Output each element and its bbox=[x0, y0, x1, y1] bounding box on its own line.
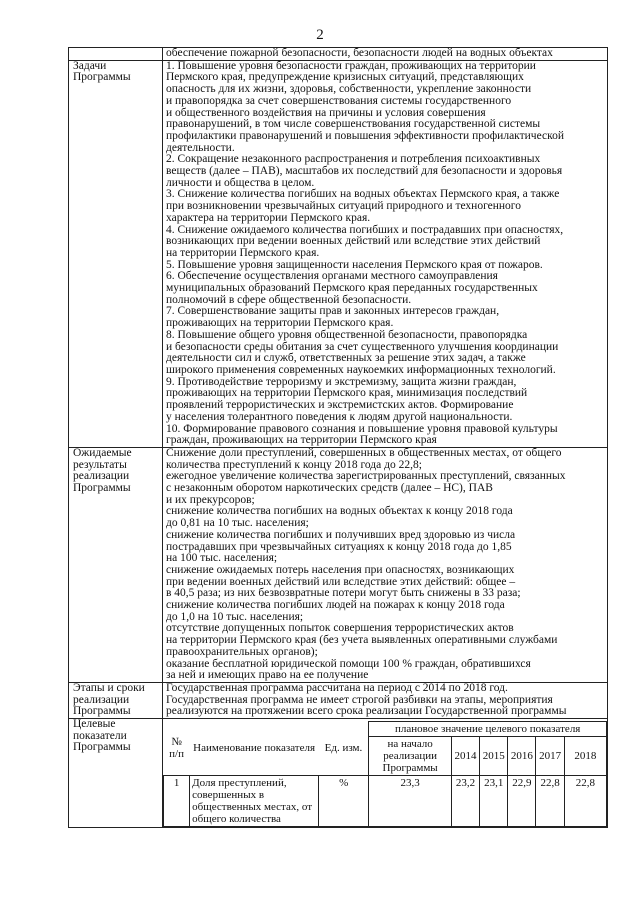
row-unit: % bbox=[319, 776, 369, 827]
header-year: 2015 bbox=[480, 737, 508, 776]
text-line: характера на территории Пермского края. bbox=[166, 211, 371, 224]
header-name: Наименование показателя bbox=[193, 742, 316, 755]
row-value: 22,8 bbox=[564, 776, 606, 827]
header-year: 2017 bbox=[536, 737, 564, 776]
text-line: и правопорядка за счет совершенствования системы государственного bbox=[166, 94, 512, 107]
targets-table bbox=[163, 721, 607, 827]
text-line: Государственная программа не имеет строгой разбивки на этапы, мероприятия bbox=[166, 693, 553, 706]
results-label bbox=[69, 447, 163, 682]
targets-label bbox=[69, 719, 163, 828]
text-line: снижение количества погибших людей на пожарах к концу 2018 года bbox=[166, 599, 505, 612]
stages-text bbox=[163, 682, 608, 718]
tasks-row bbox=[69, 60, 608, 447]
text-line: Государственная программа рассчитана на период с 2014 по 2018 год. bbox=[166, 681, 508, 694]
text-line: пострадавших при чрезвычайных ситуациях к концу 2018 года до 1,85 bbox=[166, 540, 512, 553]
text-line: Ожидаемые bbox=[73, 446, 132, 459]
text-line: Пермского края, предупреждение кризисных ситуаций, представляющих bbox=[166, 71, 524, 84]
text-line: 2. Сокращение незаконного распространения и потребления психоактивных bbox=[166, 153, 541, 166]
text-line: на 100 тыс. населения; bbox=[166, 552, 278, 565]
text-line: у населения толерантного поведения к людям другой национальности. bbox=[166, 410, 513, 423]
row-num: 1 bbox=[164, 776, 190, 827]
row-start: 23,3 bbox=[369, 776, 452, 827]
header-start: на начало реализации Программы bbox=[369, 737, 452, 776]
header-year: 2014 bbox=[451, 737, 479, 776]
header-row bbox=[69, 48, 608, 61]
text-line: возникающих при ведении военных действий или вследствие этих действий bbox=[166, 235, 541, 248]
text-line: на территории Пермского края. bbox=[166, 246, 320, 259]
text-line: с незаконным оборотом наркотических средств (далее – НС), ПАВ bbox=[166, 482, 493, 495]
text-line: Задачи bbox=[73, 59, 107, 72]
row-value: 22,8 bbox=[536, 776, 564, 827]
table-row bbox=[164, 776, 607, 827]
targets-cell bbox=[163, 719, 608, 828]
text-line: на территории Пермского края (без учета выявленных оперативными службами bbox=[166, 634, 558, 647]
text-line: реализуются на протяжении всего срока реализации Государственной программы bbox=[166, 705, 567, 718]
text-line: Программы bbox=[73, 741, 131, 754]
text-line: проявлений террористических и экстремистских актов. Формирование bbox=[166, 399, 514, 412]
text-line: 6. Обеспечение осуществления органами местного самоуправления bbox=[166, 270, 498, 283]
row-value: 23,1 bbox=[480, 776, 508, 827]
text-line: деятельности. bbox=[166, 141, 235, 154]
text-line: 1. Повышение уровня безопасности граждан, проживающих на территории bbox=[166, 59, 536, 72]
tasks-text bbox=[163, 60, 608, 447]
header-planned: плановое значение целевого показателя bbox=[369, 722, 607, 737]
text-line: Программы bbox=[73, 71, 131, 84]
text-line: деятельности сил и служб, ответственных за решение этих задач, а также bbox=[166, 352, 526, 365]
text-line: снижение количества погибших и получивших вред здоровью из числа bbox=[166, 528, 516, 541]
row-value: 22,9 bbox=[508, 776, 536, 827]
text-line: показатели bbox=[73, 729, 127, 742]
text-line: муниципальных образований Пермского края переданных государственных bbox=[166, 282, 538, 295]
text-line: и безопасности среды обитания за счет существенного улучшения координации bbox=[166, 340, 559, 353]
results-row bbox=[69, 447, 608, 682]
text-line: полномочий в сфере общественной безопасности. bbox=[166, 293, 412, 306]
text-line: Программы bbox=[73, 482, 131, 495]
text-line: Снижение доли преступлений, совершенных в общественных местах, от общего bbox=[166, 446, 562, 459]
page-number: 2 bbox=[316, 27, 324, 43]
stages-label bbox=[69, 682, 163, 718]
text-line: профилактики правонарушений и повышения эффективности профилактической bbox=[166, 129, 564, 142]
text-line: и их прекурсоров; bbox=[166, 493, 255, 506]
text-line: 3. Снижение количества погибших на водных объектах Пермского края, а также bbox=[166, 188, 560, 201]
text-line: веществ (далее – ПАВ), масштабов их последствий для безопасности и здоровья bbox=[166, 165, 563, 178]
text-line: реализации bbox=[73, 693, 130, 706]
text-line: при ведении военных действий или вследствие этих действий: общее – bbox=[166, 575, 516, 588]
text-line: проживающих на территории Пермского края. bbox=[166, 317, 394, 330]
row-value: 23,2 bbox=[451, 776, 479, 827]
text-line: правонарушений, в том числе совершенствования государственной системы bbox=[166, 118, 541, 131]
text-line: снижение количества погибших на водных объектах к концу 2018 года bbox=[166, 505, 513, 518]
text-line: результаты bbox=[73, 458, 127, 471]
header-row-label-cell bbox=[69, 48, 163, 61]
text-line: проживающих на территории Пермского края, минимизация последствий bbox=[166, 387, 528, 400]
text-line: Программы bbox=[73, 705, 131, 718]
text-line: личности и общества в целом. bbox=[166, 176, 315, 189]
header-year: 2016 bbox=[508, 737, 536, 776]
text-line: реализации bbox=[73, 470, 130, 483]
text-line: отсутствие допущенных попыток совершения террористических актов bbox=[166, 622, 514, 635]
text-line: и общественного воздействия на причины и условия совершения bbox=[166, 106, 486, 119]
text-line: 7. Совершенствование защиты прав и законных интересов граждан, bbox=[166, 305, 500, 318]
header-row-text: обеспечение пожарной безопасности, безопасности людей на водных объектах bbox=[163, 48, 608, 61]
tasks-label bbox=[69, 60, 163, 447]
text-line: опасность для их жизни, здоровья, собственности, укрепление законности bbox=[166, 83, 532, 96]
text-line: 5. Повышение уровня защищенности населения Пермского края от пожаров. bbox=[166, 258, 543, 271]
text-line: при возникновении чрезвычайных ситуаций природного и техногенного bbox=[166, 200, 521, 213]
text-line: широкого применения современных наукоемких информационных технологий. bbox=[166, 363, 556, 376]
text-line: в 40,5 раза; из них безвозвратные потери могут быть снижены в 33 раза; bbox=[166, 587, 521, 600]
text-line: ежегодное увеличение количества зарегистрированных преступлений, связанных bbox=[166, 470, 566, 483]
targets-header-row-1 bbox=[164, 722, 607, 737]
text-line: 4. Снижение ожидаемого количества погибших и пострадавших при опасностях, bbox=[166, 223, 564, 236]
header-num: № п/п bbox=[169, 736, 184, 761]
text-line: количества преступлений к концу 2018 года до 22,8; bbox=[166, 458, 422, 471]
text-line: за ней и имеющих право на ее получение bbox=[166, 669, 369, 682]
text-line: Целевые bbox=[73, 718, 116, 731]
text-line: до 0,81 на 10 тыс. населения; bbox=[166, 517, 309, 530]
text-line: оказание бесплатной юридической помощи 100 % граждан, обратившихся bbox=[166, 657, 531, 670]
text-line: правоохранительных органов); bbox=[166, 645, 318, 658]
text-line: Этапы и сроки bbox=[73, 681, 145, 694]
text-line: до 1,0 на 10 тыс. населения; bbox=[166, 610, 304, 623]
header-unit: Ед. изм. bbox=[324, 742, 363, 755]
results-text bbox=[163, 447, 608, 682]
text-line: снижение ожидаемых потерь населения при опасностях, возникающих bbox=[166, 563, 515, 576]
text-line: граждан, проживающих на территории Пермского края bbox=[166, 434, 437, 447]
text-line: 8. Повышение общего уровня общественной безопасности, правопорядка bbox=[166, 328, 528, 341]
stages-row bbox=[69, 682, 608, 718]
text-line: 9. Противодействие терроризму и экстремизму, защита жизни граждан, bbox=[166, 375, 517, 388]
row-name: Доля преступлений, совершенных в общественных местах, от общего количества bbox=[190, 776, 319, 827]
text-line: 10. Формирование правового сознания и повышение уровня правовой культуры bbox=[166, 422, 558, 435]
targets-row bbox=[69, 719, 608, 828]
program-passport-table bbox=[68, 47, 608, 828]
header-year: 2018 bbox=[564, 737, 606, 776]
